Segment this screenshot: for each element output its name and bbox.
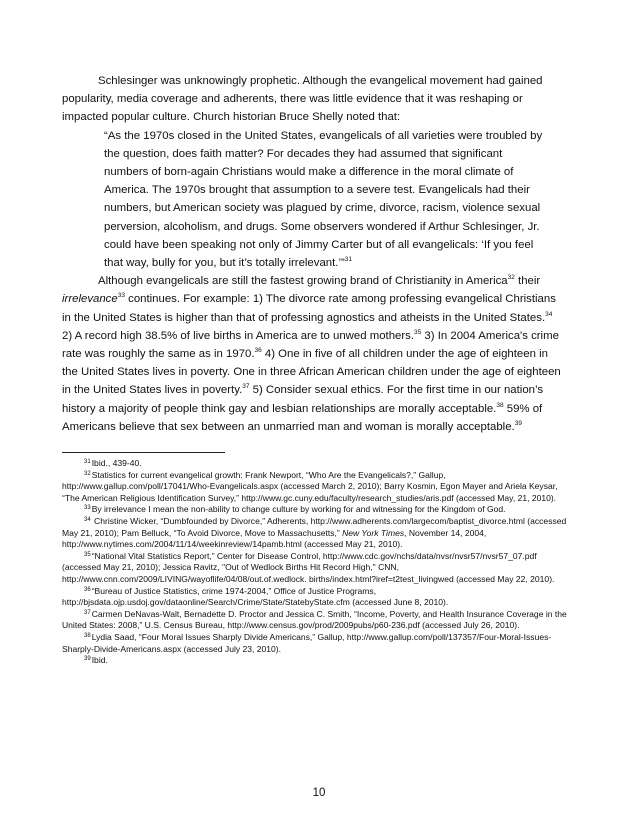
footnote-ref-35[interactable]: 35 [414,328,422,336]
main-text [62,72,562,436]
footnote-emphasis: New York Times [342,527,405,538]
footnote-33 [62,504,574,516]
footnote-text: “National Vital Statistics Report,” Center for Disease Control, http://www.cdc.gov/nchs/data/nvsr/nvsr57/nvsr57_07.pdf (accessed May 21, 2010); Jessica Ravitz, "Out of Wedlock Births Hit Record High," CNN, http://www.cnn.com/2009/LIVING/wayoflife/04/08/out.of.wedlock. births/index.html?iref=t2test_livingwed (accessed May 22, 2010). [62,550,555,584]
footnote-ref-31[interactable]: 31 [344,256,353,264]
para2-emphasis: irrelevance [62,293,118,306]
footnote-ref-37[interactable]: 37 [242,383,250,391]
footnote-number: 37 [84,609,91,616]
footnote-text: Ibid. [91,655,108,666]
footnote-number: 34 [84,516,91,523]
para2-s5: 3) In 2004 America's crime rate was roughly the same as in 1970. [62,329,559,361]
footnote-text: Christine Wicker, “Dumbfounded by Divorce,” Adherents, http://www.adherents.com/largecom/baptist_divorce.html (accessed May 21, 2010); Pam Belluck, “To Avoid Divorce, Move to Massachusetts,” [62,515,567,538]
footnote-35 [62,551,574,586]
page-number: 10 [312,787,326,799]
footnote-ref-33[interactable]: 33 [117,292,125,300]
para2-s7: 5) Consider sexual ethics. For the first time in our nation’s history a majority of people think gay and lesbian relationships are morally acceptable. [62,384,544,415]
footnote-ref-38[interactable]: 38 [496,401,504,409]
footnote-31 [62,458,574,470]
footnote-34 [62,516,574,551]
para2-s1: Although evangelicals are still the fastest growing brand of Christianity in America [98,275,508,288]
footnote-number: 39 [84,656,91,663]
footnote-text: Ibid., 439-40. [91,458,142,468]
block-quote [104,127,544,273]
footnote-text: By irrelevance I mean the non-ability to change culture by working for and witnessing for the Kingdom of God. [91,504,506,515]
footnote-text-end: , November 14, 2004, http://www.nytimes.com/2004/11/14/weekinreview/14pamb.html (accessed May 21, 2010). [62,527,487,550]
paragraph-statistics [62,272,562,436]
para2-s8: 59% of Americans believe that sex between an unmarried man and woman is morally acceptable. [62,402,543,433]
footnote-number: 38 [84,632,91,639]
para2-s3: continues. For example: 1) The divorce rate among professing evangelical Christians in the United States is higher than that of professing agnostics and atheists in the United States. [62,293,556,324]
footnote-number: 31 [84,459,91,465]
footnote-number: 35 [84,551,91,558]
footnote-text: Carmen DeNavas-Walt, Bernadette D. Proctor and Jessica C. Smith, “Income, Poverty, and Health Insurance Coverage in the United States: 2008,” U.S. Census Bureau, http://www.census.gov/prod/2009pubs/p60-236.pdf (accessed July 26, 2010). [62,608,567,631]
footnote-number: 33 [84,505,91,512]
block-quote-text [104,127,544,273]
footnote-ref-36[interactable]: 36 [254,347,262,355]
footnote-37 [62,609,574,632]
footnote-36 [62,586,574,609]
para2-s2: their [514,275,541,288]
footnote-ref-39[interactable]: 39 [514,419,522,427]
footnote-separator [62,452,225,453]
footnote-39 [62,655,574,667]
footnote-ref-32[interactable]: 32 [507,274,515,282]
footnote-number: 36 [84,586,91,593]
footnote-text: Lydia Saad, “Four Moral Issues Sharply Divide Americans,” Gallup, http://www.gallup.com/poll/137357/Four-Moral-Issues-Sharply-Divide-Americans.aspx (accessed July 23, 2010). [62,631,552,654]
footnote-32 [62,470,574,505]
footnote-38 [62,632,574,655]
footnote-number: 32 [84,470,91,477]
footnote-text: “Bureau of Justice Statistics, crime 1974-2004,” Office of Justice Programs, http://bjsdata.ojp.usdoj.gov/dataonline/Search/Crime/State/StatebyState.cfm (accessed June 8, 2010). [62,585,449,608]
footnote-text: Statistics for current evangelical growth: Frank Newport, “Who Are the Evangelicals?,” Gallup, http://www.gallup.com/poll/17041/Who-Evangelicals.aspx (accessed March 2, 2010); Barry Kosmin, Egon Mayer and Ariela Keysar, “The American Religious Identification Survey,” http://www.gc.cuny.edu/faculty/research_studies/aris.pdf (accessed May, 21, 2010). [62,469,558,503]
para2-s4: 2) A record high 38.5% of live births in America are to unwed mothers. [62,329,415,342]
footnote-ref-34[interactable]: 34 [545,310,553,318]
block-quote-body: “As the 1970s closed in the United States, evangelicals of all varieties were troubled by the question, does faith matter? For decades they had assumed that significant numbers of born-again Christians would make a difference in the moral climate of America. The 1970s brought that assumption to a severe test. Evangelicals had their numbers, but American society was plagued by crime, divorce, racism, violence sexual perversion, alcoholism, and drugs. Some observers wondered if Arthur Schlesinger, Jr. could have been speaking not only of Jimmy Carter but of all evangelicals: ‘If you feel that way, bully for you, but it’s totally irrelevant.’” [104,129,543,270]
para2-s6: 4) One in five of all children under the age of eighteen in the United States lives in poverty. One in three African American children under the age of eighteen in the United States lives in poverty. [62,348,561,397]
footnotes [62,458,574,667]
paragraph-intro: Schlesinger was unknowingly prophetic. Although the evangelical movement had gained popularity, media coverage and adherents, there was little evidence that it was reshaping or impacted popular culture. Church historian Bruce Shelly noted that: [62,75,543,124]
